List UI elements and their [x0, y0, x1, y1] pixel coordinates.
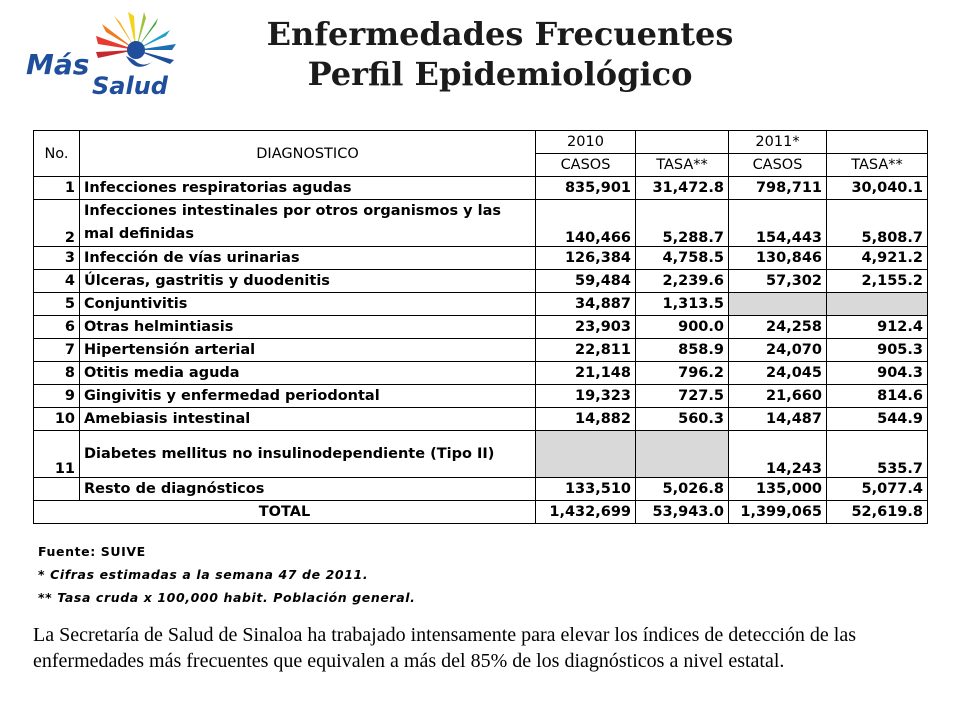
row-number: 8: [34, 362, 80, 385]
header-casos-2010: CASOS: [536, 154, 636, 177]
table-row: [34, 408, 928, 431]
row-cases-2010: 14,882: [536, 408, 636, 431]
row-number: 4: [34, 270, 80, 293]
row-cases-2010: 21,148: [536, 362, 636, 385]
table-notes: [38, 540, 415, 609]
header-year-2011: 2011*: [729, 131, 827, 154]
row-cases-2010: 140,466: [536, 200, 636, 247]
row-cases-2011: 798,711: [729, 177, 827, 200]
row-diagnosis: Diabetes mellitus no insulinodependiente (Tipo II): [80, 431, 536, 478]
row-rate-2010: 796.2: [636, 362, 729, 385]
row-cases-2010: 34,887: [536, 293, 636, 316]
row-number: 2: [34, 200, 80, 247]
row-cases-2010: 126,384: [536, 247, 636, 270]
header-casos-2011: CASOS: [729, 154, 827, 177]
row-rate-2011: 5,808.7: [827, 200, 928, 247]
row-number: 7: [34, 339, 80, 362]
row-rate-2011-empty: [827, 293, 928, 316]
table-row: [34, 247, 928, 270]
row-diagnosis: Otras helmintiasis: [80, 316, 536, 339]
header-year-2010-blank: [636, 131, 729, 154]
row-rate-2010: 5,288.7: [636, 200, 729, 247]
row-cases-2011: 14,243: [729, 431, 827, 478]
row-number: 10: [34, 408, 80, 431]
row-rate-2010: 858.9: [636, 339, 729, 362]
row-rate-2010: 31,472.8: [636, 177, 729, 200]
row-rate-2010: 727.5: [636, 385, 729, 408]
header-diagnostico: DIAGNOSTICO: [80, 131, 536, 177]
table-row: [34, 339, 928, 362]
row-number: 3: [34, 247, 80, 270]
header-year-2010: 2010: [536, 131, 636, 154]
header-row-years: [34, 131, 928, 154]
row-number: 5: [34, 293, 80, 316]
table-row: [34, 362, 928, 385]
total-rate-2010: 53,943.0: [636, 501, 729, 524]
row-cases-2011: 24,070: [729, 339, 827, 362]
row-number: 6: [34, 316, 80, 339]
table-row: [34, 200, 928, 247]
row-number: 1: [34, 177, 80, 200]
note-source: Fuente: SUIVE: [38, 544, 146, 559]
table-row: [34, 293, 928, 316]
row-diagnosis: Infecciones respiratorias agudas: [80, 177, 536, 200]
epidemiology-table-container: [33, 130, 927, 524]
row-rate-2010: 560.3: [636, 408, 729, 431]
total-label: TOTAL: [34, 501, 536, 524]
row-rate-2011: 5,077.4: [827, 478, 928, 501]
row-cases-2010: 19,323: [536, 385, 636, 408]
row-diagnosis: Hipertensión arterial: [80, 339, 536, 362]
row-cases-2010: 22,811: [536, 339, 636, 362]
total-cases-2011: 1,399,065: [729, 501, 827, 524]
note-rate: ** Tasa cruda x 100,000 habit. Población general.: [38, 590, 416, 605]
row-cases-2011: 154,443: [729, 200, 827, 247]
row-rate-2011: 4,921.2: [827, 247, 928, 270]
row-cases-2010: 133,510: [536, 478, 636, 501]
header-year-2011-blank: [827, 131, 928, 154]
table-row: [34, 478, 928, 501]
row-cases-2011: 24,045: [729, 362, 827, 385]
row-cases-2010: 23,903: [536, 316, 636, 339]
table-row: [34, 431, 928, 478]
total-rate-2011: 52,619.8: [827, 501, 928, 524]
description-paragraph: La Secretaría de Salud de Sinaloa ha trabajado intensamente para elevar los índices de detección de las enfermedades más frecuentes que equivalen a más del 85% de los diagnósticos a nivel estatal.: [33, 624, 856, 672]
table-row: [34, 177, 928, 200]
row-diagnosis: Resto de diagnósticos: [80, 478, 536, 501]
row-number: [34, 478, 80, 501]
row-cases-2011: 24,258: [729, 316, 827, 339]
total-row: [34, 501, 928, 524]
row-cases-2011: 57,302: [729, 270, 827, 293]
logo-text-mas: Más: [26, 48, 90, 81]
logo-text-salud: Salud: [92, 72, 168, 100]
title-line-2: Perfil Epidemiológico: [307, 55, 693, 93]
row-diagnosis: Conjuntivitis: [80, 293, 536, 316]
row-cases-2011: 135,000: [729, 478, 827, 501]
row-rate-2010: 1,313.5: [636, 293, 729, 316]
row-cases-2011: 14,487: [729, 408, 827, 431]
row-rate-2011: 904.3: [827, 362, 928, 385]
row-rate-2010: 900.0: [636, 316, 729, 339]
epidemiology-table: [33, 130, 928, 524]
table-row: [34, 316, 928, 339]
row-rate-2011: 535.7: [827, 431, 928, 478]
row-rate-2010-empty: [636, 431, 729, 478]
page-title: [200, 14, 800, 94]
row-cases-2010: 835,901: [536, 177, 636, 200]
row-cases-2011: 130,846: [729, 247, 827, 270]
row-cases-2010-empty: [536, 431, 636, 478]
table-row: [34, 385, 928, 408]
row-rate-2011: 544.9: [827, 408, 928, 431]
note-estimated: * Cifras estimadas a la semana 47 de 2011.: [38, 567, 369, 582]
row-rate-2011: 912.4: [827, 316, 928, 339]
header-tasa-2010: TASA**: [636, 154, 729, 177]
row-rate-2010: 2,239.6: [636, 270, 729, 293]
title-line-1: Enfermedades Frecuentes: [266, 15, 734, 53]
row-diagnosis: Amebiasis intestinal: [80, 408, 536, 431]
table-row: [34, 270, 928, 293]
header-tasa-2011: TASA**: [827, 154, 928, 177]
row-rate-2010: 5,026.8: [636, 478, 729, 501]
row-number: 11: [34, 431, 80, 478]
row-diagnosis: Gingivitis y enfermedad periodontal: [80, 385, 536, 408]
row-diagnosis: Úlceras, gastritis y duodenitis: [80, 270, 536, 293]
row-cases-2011-empty: [729, 293, 827, 316]
header-no: No.: [34, 131, 80, 177]
row-cases-2010: 59,484: [536, 270, 636, 293]
row-diagnosis: Otitis media aguda: [80, 362, 536, 385]
row-number: 9: [34, 385, 80, 408]
row-rate-2011: 905.3: [827, 339, 928, 362]
row-cases-2011: 21,660: [729, 385, 827, 408]
row-rate-2011: 30,040.1: [827, 177, 928, 200]
mas-salud-logo: [18, 12, 193, 107]
row-diagnosis: Infecciones intestinales por otros organismos y las mal definidas: [80, 200, 536, 247]
row-rate-2011: 814.6: [827, 385, 928, 408]
row-rate-2010: 4,758.5: [636, 247, 729, 270]
row-diagnosis: Infección de vías urinarias: [80, 247, 536, 270]
total-cases-2010: 1,432,699: [536, 501, 636, 524]
row-rate-2011: 2,155.2: [827, 270, 928, 293]
